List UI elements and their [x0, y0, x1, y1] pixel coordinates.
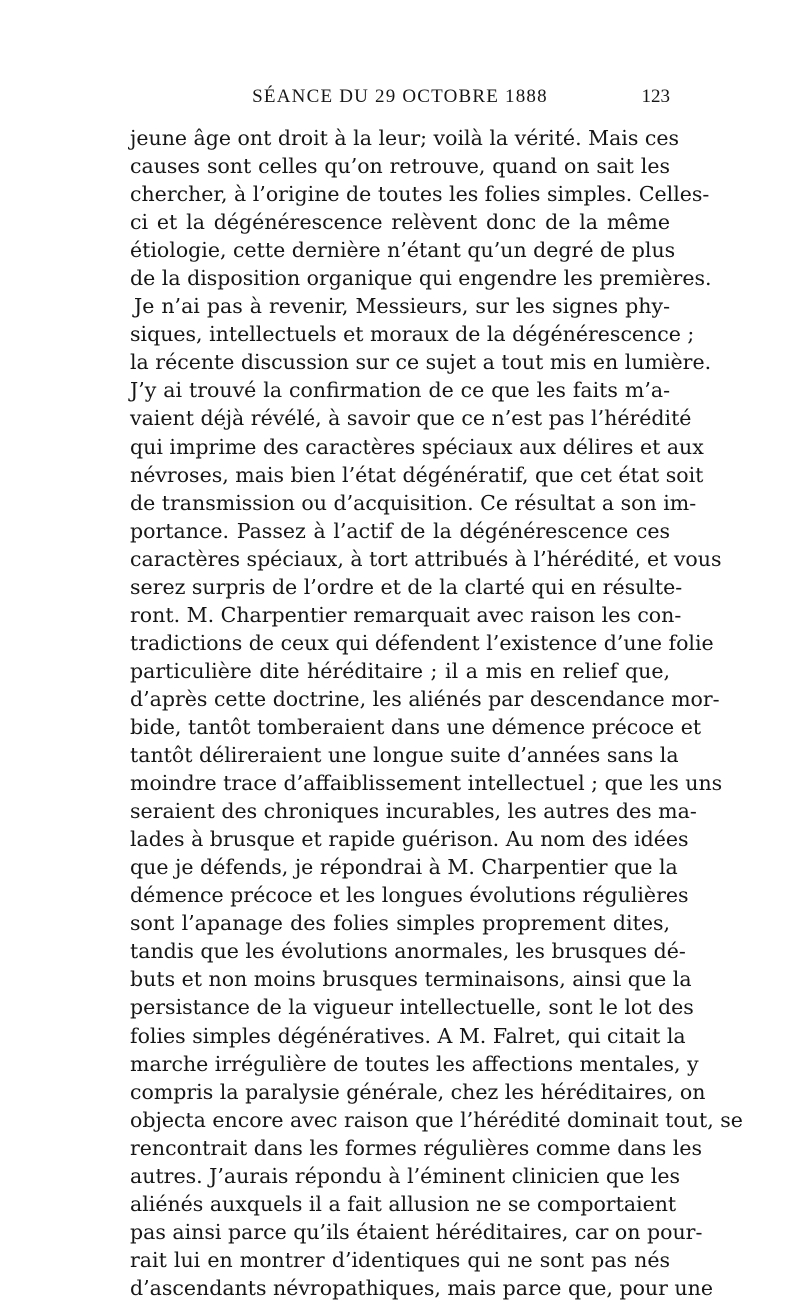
text-line: que je défends, je répondrai à M. Charpentier que la	[130, 855, 678, 880]
text-line: Je n’ai pas à revenir, Messieurs, sur les signes phy-	[134, 294, 670, 319]
text-line: tandis que les évolutions anormales, les brusques dé-	[130, 939, 686, 964]
text-line: de la disposition organique qui engendre les premières.	[130, 266, 712, 291]
text-line: objecta encore avec raison que l’hérédité dominait tout, se	[130, 1107, 743, 1132]
text-line: qui imprime des caractères spéciaux aux délires et aux	[130, 434, 704, 459]
text-line: ci et la dégénérescence relèvent donc de la même	[130, 210, 670, 235]
text-line: névroses, mais bien l’état dégénératif, que cet état soit	[130, 462, 704, 487]
text-line: J’y ai trouvé la confirmation de ce que les faits m’a-	[130, 378, 670, 403]
text-line: buts et non moins brusques terminaisons, ainsi que la	[130, 967, 692, 992]
text-line: caractères spéciaux, à tort attribués à l’hérédité, et vous	[130, 546, 722, 571]
text-line: rait lui en montrer d’identiques qui ne sont pas nés	[130, 1247, 670, 1272]
text-line: serez surpris de l’ordre et de la clarté qui en résulte-	[130, 574, 683, 599]
text-line: d’ascendants névropathiques, mais parce que, pour une	[130, 1275, 713, 1300]
text-line: marche irrégulière de toutes les affections mentales, y	[130, 1051, 699, 1076]
text-line: rencontrait dans les formes régulières comme dans les	[130, 1135, 702, 1160]
body-text	[130, 124, 743, 1302]
text-line: d’après cette doctrine, les aliénés par descendance mor-	[130, 686, 720, 711]
text-line: tantôt délireraient une longue suite d’années sans la	[130, 743, 679, 768]
text-line: particulière dite héréditaire ; il a mis en relief que,	[130, 658, 670, 683]
text-line: chercher, à l’origine de toutes les folies simples. Celles-	[130, 182, 710, 207]
text-line: folies simples dégénératives. A M. Falret, qui citait la	[130, 1023, 686, 1048]
text-line: sont l’apanage des folies simples proprement dites,	[130, 911, 670, 936]
text-line: ront. M. Charpentier remarquait avec raison les con-	[130, 602, 682, 627]
text-line: tradictions de ceux qui défendent l’existence d’une folie	[130, 630, 714, 655]
text-line: seraient des chroniques incurables, les autres des ma-	[130, 799, 697, 824]
text-line: causes sont celles qu’on retrouve, quand on sait les	[130, 154, 670, 179]
text-line: pas ainsi parce qu’ils étaient héréditaires, car on pour-	[130, 1219, 703, 1244]
text-line: vaient déjà révélé, à savoir que ce n’est pas l’hérédité	[130, 406, 692, 431]
text-line: démence précoce et les longues évolutions régulières	[130, 883, 689, 908]
text-line: de transmission ou d’acquisition. Ce résultat a son im-	[130, 490, 697, 515]
page-header	[130, 86, 670, 112]
page-number: 123	[641, 86, 670, 107]
text-line: persistance de la vigueur intellectuelle, sont le lot des	[130, 995, 694, 1020]
text-line: autres. J’aurais répondu à l’éminent clinicien que les	[130, 1163, 681, 1188]
running-head: SÉANCE DU 29 OCTOBRE 1888	[252, 86, 548, 107]
text-line: portance. Passez à l’actif de la dégénérescence ces	[130, 518, 670, 543]
text-line: aliénés auxquels il a fait allusion ne se comportaient	[130, 1191, 677, 1216]
text-line: jeune âge ont droit à la leur; voilà la vérité. Mais ces	[130, 126, 680, 150]
text-line: bide, tantôt tomberaient dans une démence précoce et	[130, 714, 702, 739]
text-line: compris la paralysie générale, chez les héréditaires, on	[130, 1079, 706, 1104]
text-line: moindre trace d’affaiblissement intellectuel ; que les uns	[130, 771, 723, 796]
text-line: siques, intellectuels et moraux de la dégénérescence ;	[130, 322, 695, 347]
text-line: la récente discussion sur ce sujet a tout mis en lumière.	[130, 350, 712, 375]
text-line: lades à brusque et rapide guérison. Au nom des idées	[130, 827, 689, 852]
text-line: étiologie, cette dernière n’étant qu’un degré de plus	[130, 238, 676, 263]
